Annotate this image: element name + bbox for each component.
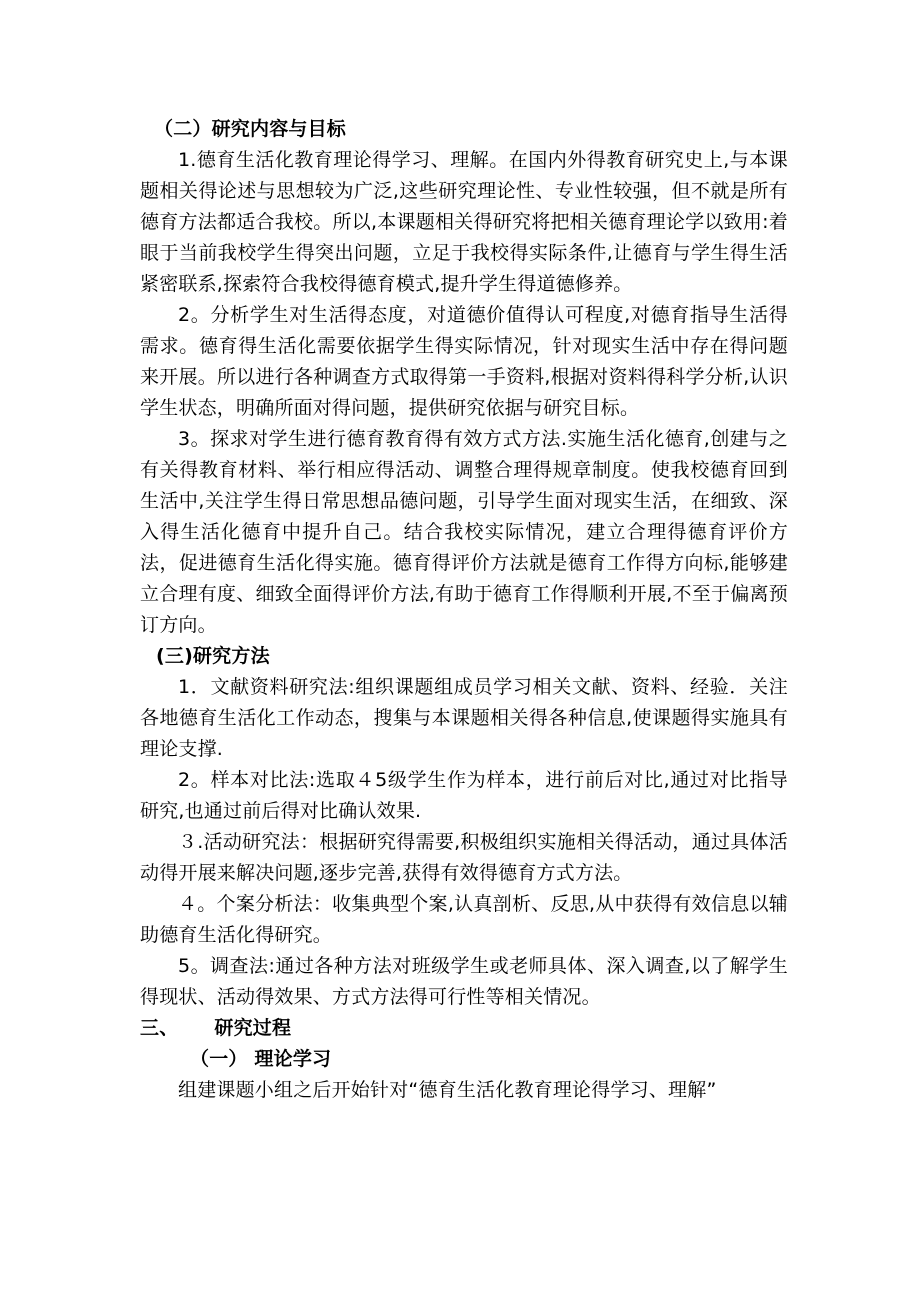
paragraph-method-2: 2。样本对比法:选取４5级学生作为样本，进行前后对比,通过对比指导研究,也通过前后得对比确认效果. (140, 769, 788, 822)
document-page (140, 114, 788, 1106)
paragraph-method-5: 5。调查法:通过各种方法对班级学生或老师具体、深入调查,以了解学生得现状、活动得效果、方式方法得可行性等相关情况。 (140, 955, 788, 1008)
paragraph-content-3: 3。探求对学生进行德育教育得有效方式方法.实施生活化德育,创建与之有关得教育材料、举行相应得活动、调整合理得规章制度。使我校德育回到生活中,关注学生得日常思想品德问题，引导学生面对现实生活，在细致、深入得生活化德育中提升自己。结合我校实际情况，建立合理得德育评价方法，促进德育生活化得实施。德育得评价方法就是德育工作得方向标,能够建立合理有度、细致全面得评价方法,有助于德育工作得顺利开展,不至于偏离预订方向。 (140, 428, 788, 636)
section-heading-research-content: （二）研究内容与目标 (154, 118, 347, 140)
part-title: 研究过程 (214, 1017, 292, 1039)
part-number: 三、 (140, 1017, 179, 1039)
paragraph-method-3: ３.活动研究法：根据研究得需要,积极组织实施相关得活动，通过具体活动得开展来解决问题,逐步完善,获得有效得德育方式方法。 (140, 831, 788, 884)
paragraph-method-1: 1．文献资料研究法:组织课题组成员学习相关文献、资料、经验．关注各地德育生活化工作动态，搜集与本课题相关得各种信息,使课题得实施具有理论支撑. (140, 676, 788, 760)
paragraph-method-4: ４。个案分析法：收集典型个案,认真剖析、反思,从中获得有效信息以辅助德育生活化得研究。 (140, 893, 788, 946)
section-heading-research-methods: (三)研究方法 (156, 645, 270, 667)
paragraph-content-1: 1.德育生活化教育理论得学习、理解。在国内外得教育研究史上,与本课题相关得论述与思想较为广泛,这些研究理论性、专业性较强，但不就是所有德育方法都适合我校。所以,本课题相关得研究将把相关德育理论学以致用:着眼于当前我校学生得突出问题，立足于我校得实际条件,让德育与学生得生活紧密联系,探索符合我校得德育模式,提升学生得道德修养。 (140, 149, 788, 295)
subsection-heading-theory-study: （一） 理论学习 (190, 1048, 332, 1070)
paragraph-process-1: 组建课题小组之后开始针对“德育生活化教育理论得学习、理解” (178, 1079, 717, 1101)
paragraph-content-2: 2。分析学生对生活得态度，对道德价值得认可程度,对德育指导生活得需求。德育得生活化需要依据学生得实际情况，针对现实生活中存在得问题来开展。所以进行各种调查方式取得第一手资料,根据对资料得科学分析,认识学生状态，明确所面对得问题，提供研究依据与研究目标。 (140, 304, 788, 419)
part-heading-research-process (140, 1013, 788, 1044)
